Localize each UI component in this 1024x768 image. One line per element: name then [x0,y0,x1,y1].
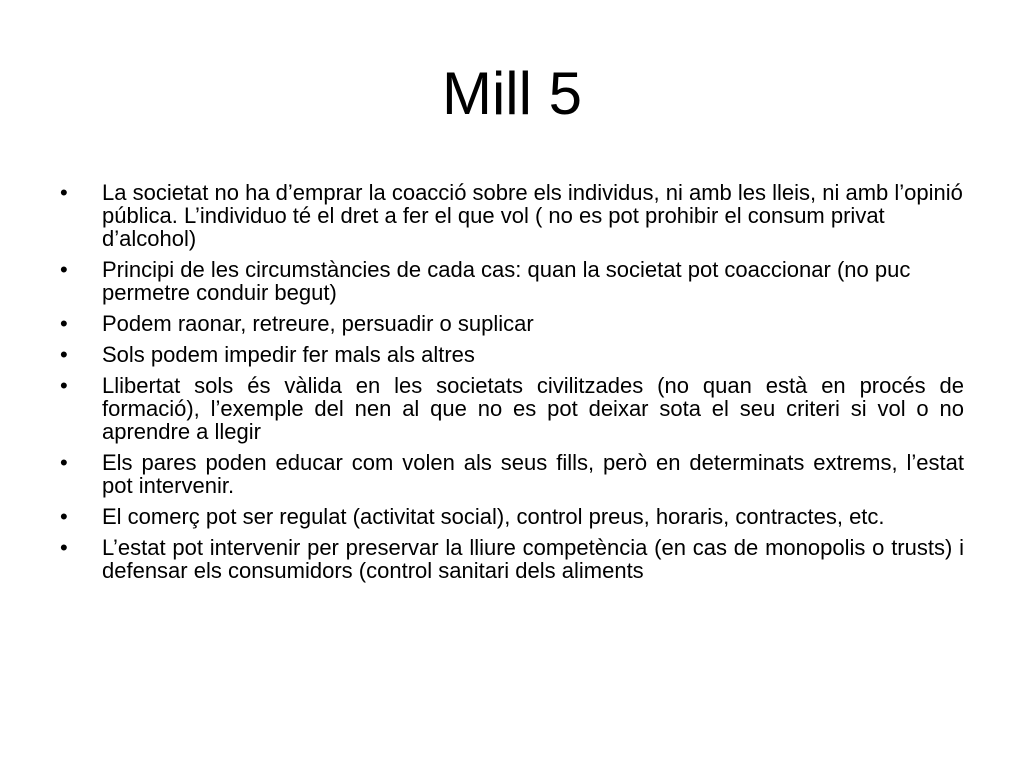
bullet-item [60,312,964,335]
bullet-item [60,181,964,250]
bullet-item [60,505,964,528]
bullet-text: La societat no ha d’emprar la coacció sobre els individus, ni amb les lleis, ni amb l’opinió pública. L’individuo té el dret a fer el que vol ( no es pot prohibir el consum privat d’alcohol) [102,180,963,251]
bullet-dot-icon: • [60,257,68,282]
bullet-text: L’estat pot intervenir per preservar la lliure competència (en cas de monopolis o trusts) i defensar els consumidors (control sanitari dels aliments [102,535,964,583]
bullet-dot-icon: • [60,180,68,205]
bullet-text: El comerç pot ser regulat (activitat social), control preus, horaris, contractes, etc. [102,504,885,529]
bullet-dot-icon: • [60,450,68,475]
bullet-item [60,343,964,366]
bullet-item [60,374,964,443]
bullet-dot-icon: • [60,342,68,367]
bullet-text: Els pares poden educar com volen als seus fills, però en determinats extrems, l’estat pot intervenir. [102,450,964,498]
slide-title: Mill 5 [441,60,582,127]
bullet-dot-icon: • [60,535,68,560]
bullet-text: Podem raonar, retreure, persuadir o suplicar [102,311,534,336]
bullet-list [60,181,964,590]
bullet-dot-icon: • [60,504,68,529]
bullet-item [60,536,964,582]
bullet-item [60,258,964,304]
bullet-text: Principi de les circumstàncies de cada cas: quan la societat pot coaccionar (no puc permetre conduir begut) [102,257,911,305]
bullet-text: Llibertat sols és vàlida en les societats civilitzades (no quan està en procés de formació), l’exemple del nen al que no es pot deixar sota el seu criteri si vol o no aprendre a llegir [102,373,964,444]
bullet-item [60,451,964,497]
bullet-dot-icon: • [60,373,68,398]
bullet-text: Sols podem impedir fer mals als altres [102,342,475,367]
bullet-dot-icon: • [60,311,68,336]
